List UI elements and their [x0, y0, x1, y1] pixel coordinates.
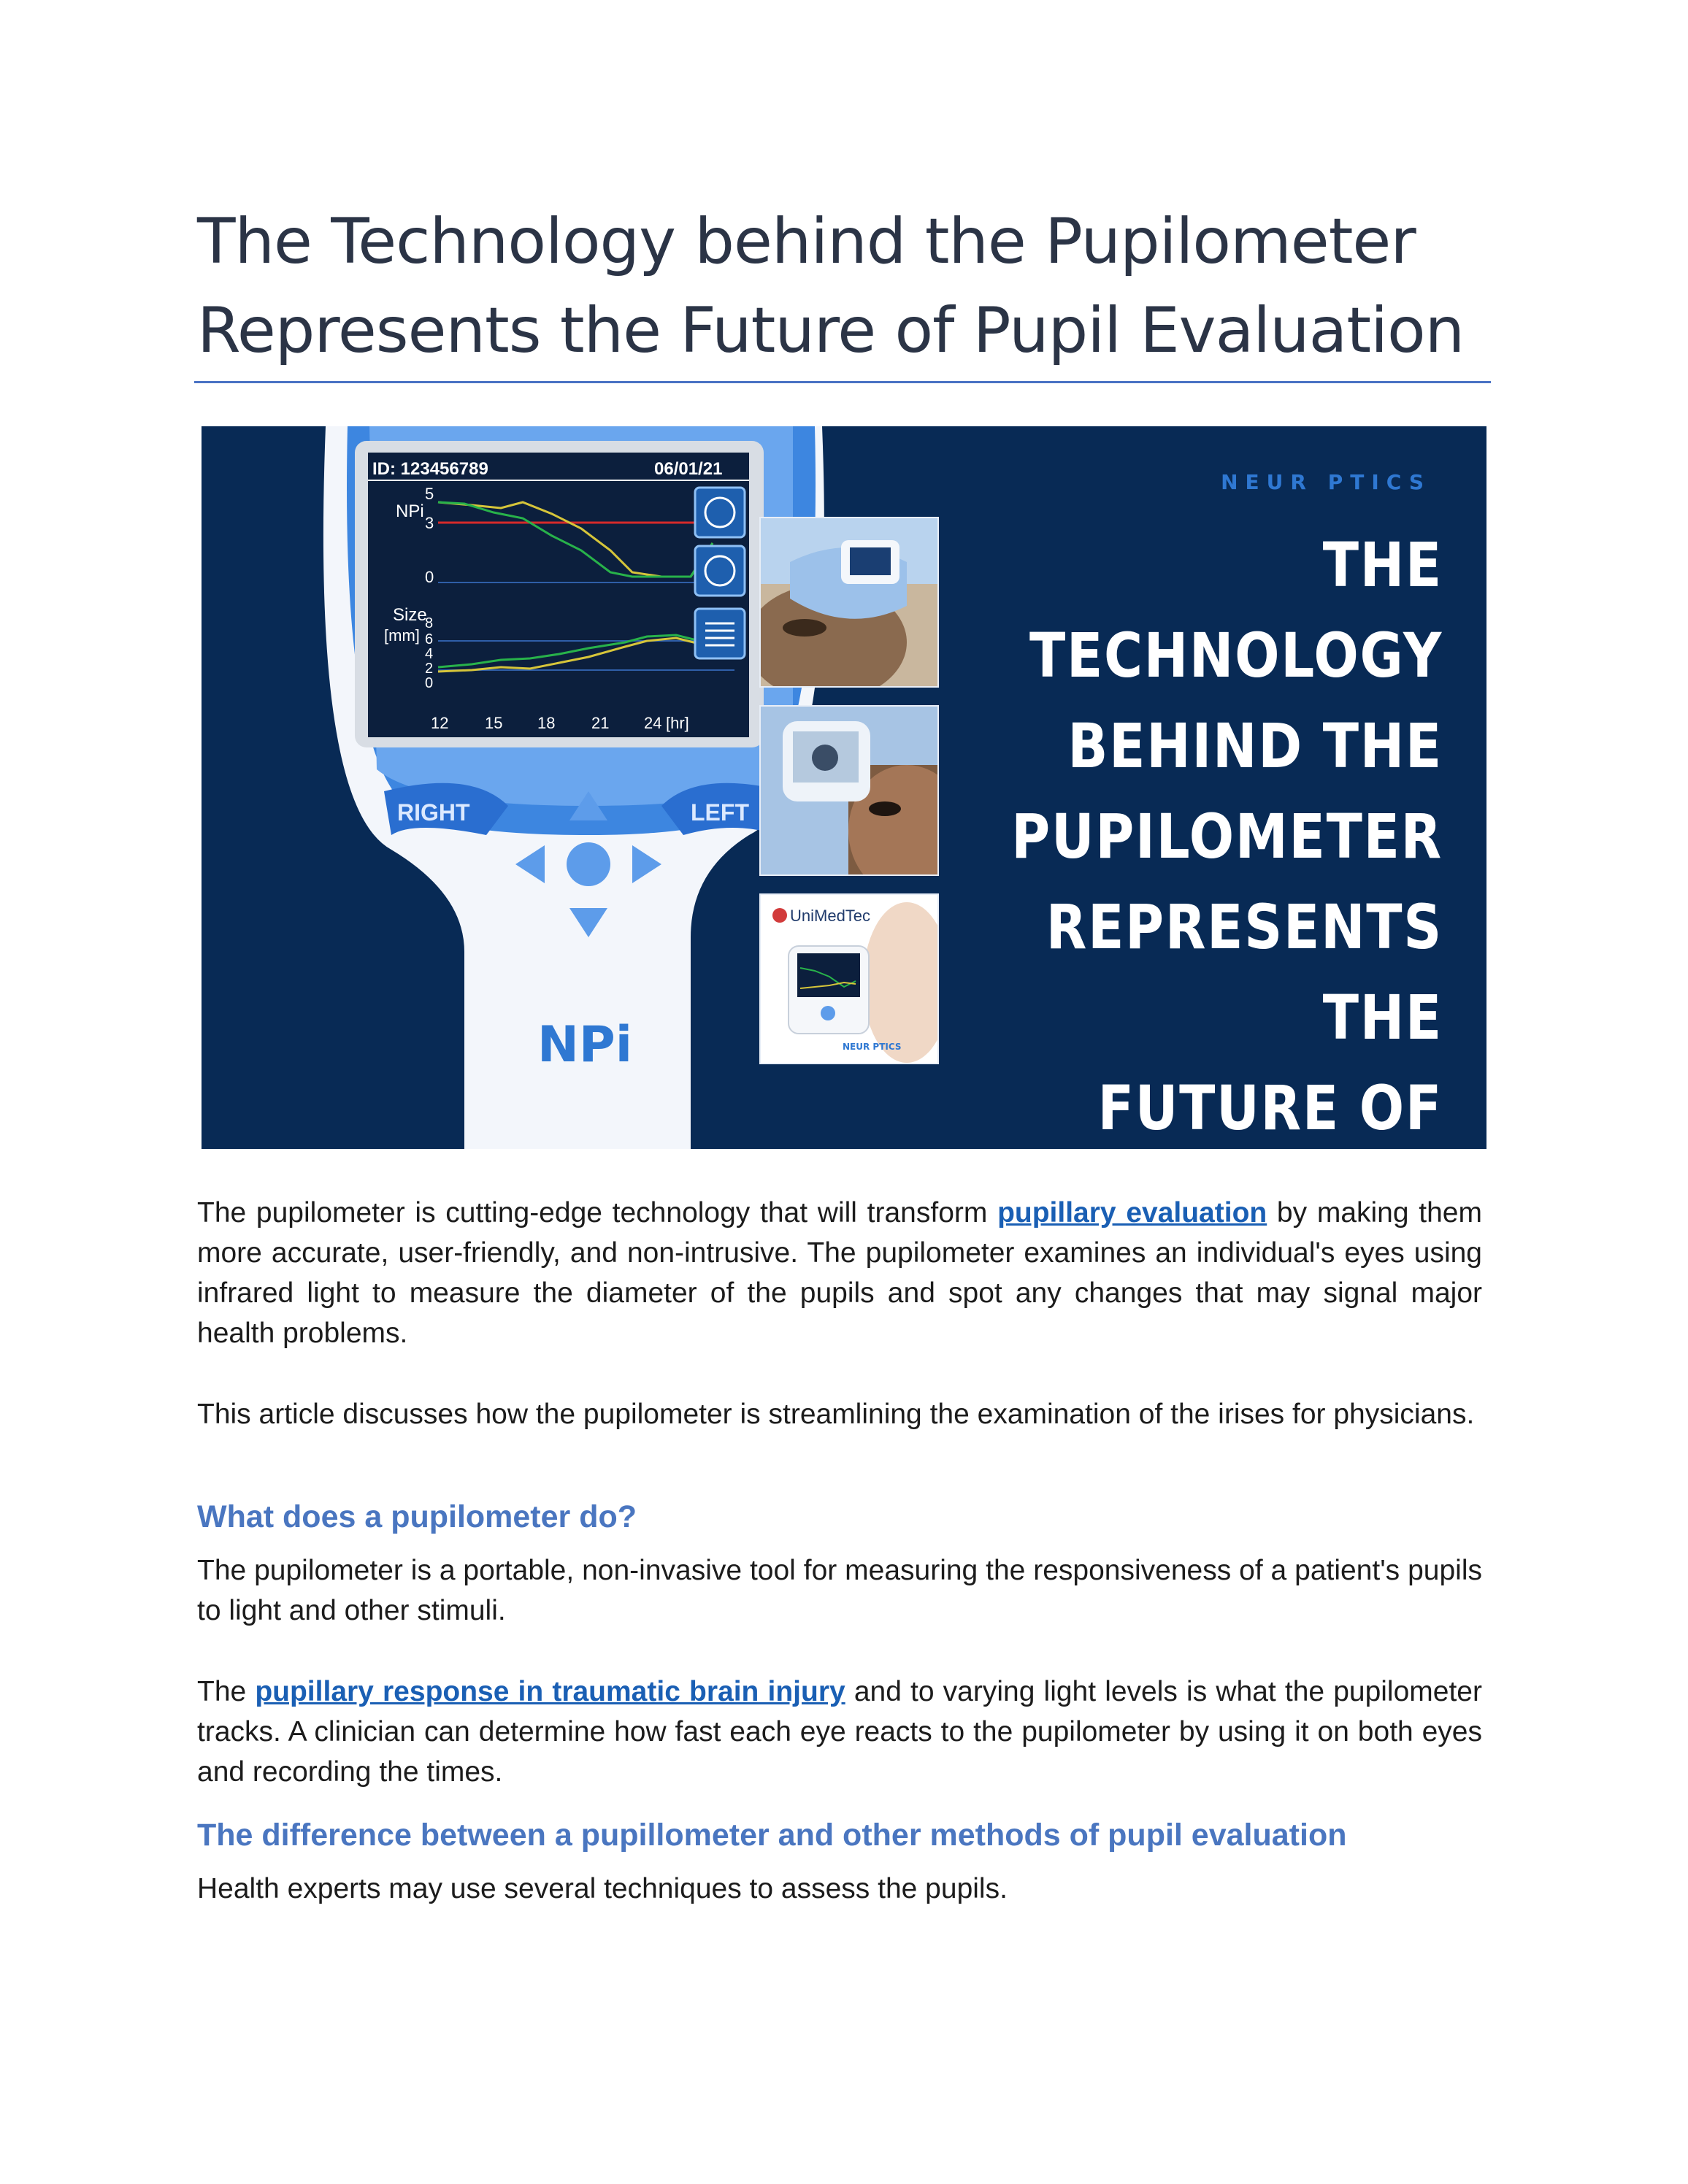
- screen-date: 06/01/21: [654, 459, 723, 479]
- size-tick-0: 0: [425, 675, 434, 691]
- intro-text-before-link: The pupilometer is cutting-edge technology that will transform: [197, 1197, 998, 1228]
- section-heading-difference: The difference between a pupillometer and other methods of pupil evaluation: [197, 1818, 1347, 1853]
- dpad-center-icon: [567, 842, 610, 886]
- banner-line-1: THE TECHNOLOGY: [1029, 529, 1443, 691]
- page-title: [197, 197, 1511, 375]
- unimedtec-logo-icon: [772, 908, 787, 923]
- pupillary-response-tbi-link[interactable]: pupillary response in traumatic brain injury: [255, 1676, 845, 1707]
- banner-line-2: BEHIND THE: [1067, 710, 1443, 782]
- npi-tick-0: 0: [425, 568, 434, 586]
- size-tick-6: 6: [425, 631, 434, 647]
- banner-headline: [965, 520, 1443, 1149]
- section1-paragraph-2: [197, 1672, 1482, 1792]
- npi-tick-5: 5: [425, 485, 434, 503]
- section1-text-after-link: and to varying light levels is what the pupilometer tracks. A clinician can determine how fast each eye reacts to the pupilometer by using it on both eyes and recording the times.: [197, 1676, 1482, 1788]
- x-tick-24: 24: [644, 714, 662, 732]
- section-heading-what-does: What does a pupilometer do?: [197, 1499, 637, 1534]
- device-left-label: LEFT: [691, 799, 749, 826]
- banner-line-5: FUTURE OF: [1097, 1072, 1443, 1144]
- title-underline: [194, 381, 1491, 383]
- intro-text-after-link: by making them more accurate, user-friendly, and non-intrusive. The pupilometer examines an individual's eyes using infrared light to measure the diameter of the pupils and spot any changes that may signal major health problems.: [197, 1197, 1482, 1349]
- size-tick-2: 2: [425, 661, 434, 677]
- thumbnail-clinician-using-pupilometer: [759, 517, 939, 688]
- x-tick-21: 21: [591, 714, 610, 732]
- size-unit: [mm]: [384, 626, 420, 645]
- screen-id-label: ID: 123456789: [372, 459, 488, 479]
- title-line-1: The Technology behind the Pupilometer: [197, 205, 1416, 278]
- thumbnail-patient-eye-scan: [759, 705, 939, 876]
- hero-banner: [202, 426, 1486, 1149]
- pupillary-evaluation-link[interactable]: pupillary evaluation: [997, 1197, 1267, 1228]
- section2-paragraph-1: Health experts may use several techniques to assess the pupils.: [197, 1873, 1008, 1904]
- npi-tick-3: 3: [425, 514, 434, 532]
- device-right-label: RIGHT: [397, 799, 470, 826]
- banner-line-3: PUPILOMETER: [1011, 801, 1443, 872]
- npi-label: NPi: [396, 501, 424, 521]
- intro-paragraph-2: This article discusses how the pupilometer is streamlining the examination of the irises for physicians.: [197, 1399, 1475, 1430]
- title-line-2: Represents the Future of Pupil Evaluation: [197, 294, 1465, 367]
- x-unit: [hr]: [666, 714, 689, 732]
- section1-paragraph-1: The pupilometer is a portable, non-invasive tool for measuring the responsiveness of a patient's pupils to light and other stimuli.: [197, 1555, 1482, 1626]
- section1-text-before-link: The: [197, 1676, 256, 1707]
- size-tick-4: 4: [425, 646, 434, 662]
- neuroptics-logo: NEUR PTICS: [1221, 470, 1431, 494]
- x-tick-18: 18: [537, 714, 556, 732]
- x-tick-12: 12: [431, 714, 449, 732]
- size-label: Size: [393, 605, 427, 625]
- banner-line-4: REPRESENTS THE: [1046, 891, 1443, 1053]
- x-tick-15: 15: [485, 714, 503, 732]
- unimedtec-logo-text: UniMedTec: [790, 907, 871, 925]
- thumbnail-unimedtec-device: [759, 893, 939, 1064]
- device-npi-logo: NPi: [537, 1016, 633, 1074]
- thumb-neuroptics-text: NEUR PTICS: [843, 1042, 902, 1052]
- size-tick-8: 8: [425, 615, 434, 631]
- intro-paragraph-1: [197, 1193, 1482, 1353]
